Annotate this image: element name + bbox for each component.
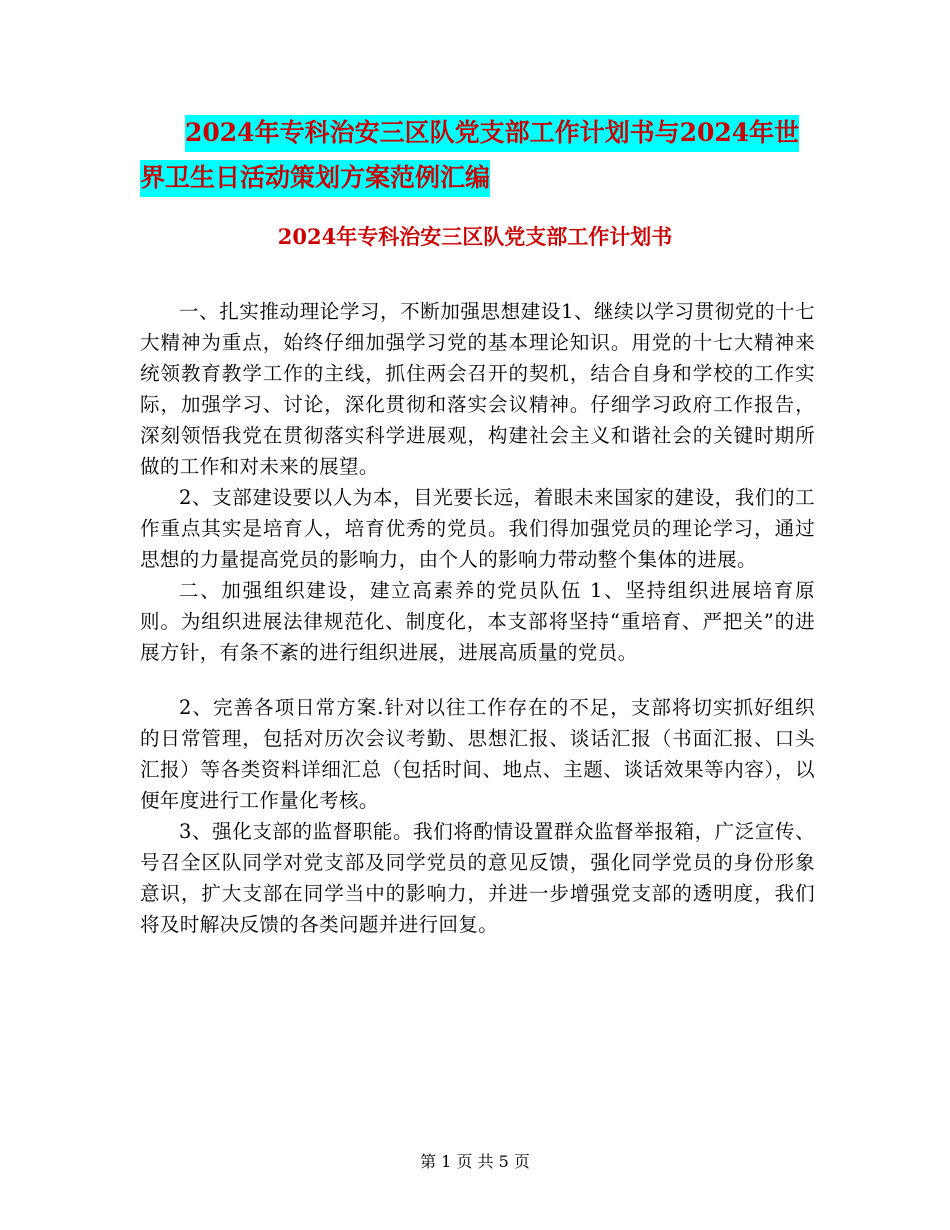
paragraph-1: 一、扎实推动理论学习，不断加强思想建设1、继续以学习贯彻党的十七大精神为重点，始终仔细加强学习党的基本理论知识。用党的十七大精神来统领教育教学工作的主线，抓住两会召开的契机，结合自身和学校的工作实际，加强学习、讨论，深化贯彻和落实会议精神。仔细学习政府工作报告，深刻领悟我党在贯彻落实科学进展观，构建社会主义和谐社会的关键时期所做的工作和对未来的展望。 xyxy=(140,300,815,478)
paragraph-3: 二、加强组织建设，建立高素养的党员队伍 1、坚持组织进展培育原则。为组织进展法律规范化、制度化，本支部将坚持“重培育、严把关”的进展方针，有条不紊的进行组织进展，进展高质量的党员。 xyxy=(140,579,815,664)
paragraph-2: 2、支部建设要以人为本，目光要长远，着眼未来国家的建设，我们的工作重点其实是培育人，培育优秀的党员。我们得加强党员的理论学习，通过思想的力量提高党员的影响力，由个人的影响力带动整个集体的进展。 xyxy=(140,486,815,571)
section-title: 2024年专科治安三区队党支部工作计划书 xyxy=(277,224,673,249)
paragraph-4: 2、完善各项日常方案.针对以往工作存在的不足，支部将切实抓好组织的日常管理，包括对历次会议考勤、思想汇报、谈话汇报（书面汇报、口头汇报）等各类资料详细汇总（包括时间、地点、主题、谈话效果等内容），以便年度进行工作量化考核。 xyxy=(140,696,815,812)
document-body xyxy=(140,296,815,940)
document-title-line2: 界卫生日活动策划方案范例汇编 xyxy=(140,160,490,197)
page-footer: 第 1 页 共 5 页 xyxy=(420,1152,530,1171)
paragraph-5: 3、强化支部的监督职能。我们将酌情设置群众监督举报箱，广泛宣传、号召全区队同学对党支部及同学党员的意见反馈，强化同学党员的身份形象意识，扩大支部在同学当中的影响力，并进一步增强党支部的透明度，我们将及时解决反馈的各类问题并进行回复。 xyxy=(140,820,815,936)
document-title-line1: 2024年专科治安三区队党支部工作计划书与2024年世 xyxy=(185,115,799,152)
document-title xyxy=(140,110,830,200)
